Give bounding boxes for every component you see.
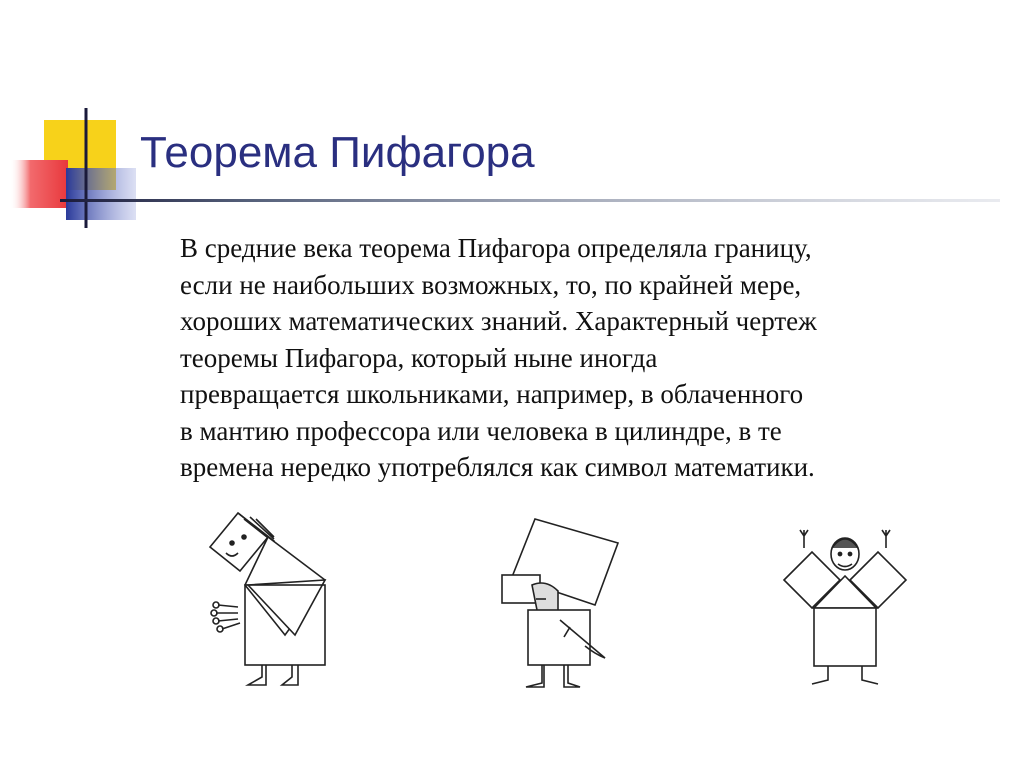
body-line: хороших математических знаний. Характерный чертеж: [180, 306, 817, 336]
title-underline: [60, 194, 1000, 208]
body-line: теоремы Пифагора, который ныне иногда: [180, 342, 658, 373]
body-line: в мантию профессора или человека в цилиндре, в те: [180, 415, 782, 446]
body-line: В средние века теорема Пифагора определяла границу,: [180, 233, 812, 263]
top-hat-figure: [490, 515, 630, 700]
slide-title: Теорема Пифагора: [140, 128, 535, 177]
body-line: времена нередко употреблялся как символ математики.: [180, 452, 815, 482]
body-line: если не наибольших возможных, то, по крайней мере,: [180, 269, 802, 300]
body-line: превращается школьниками, например, в облаченного: [180, 379, 804, 409]
professor-figure: [200, 505, 340, 695]
arms-raised-figure: [778, 520, 918, 695]
body-paragraph: [180, 230, 1010, 486]
